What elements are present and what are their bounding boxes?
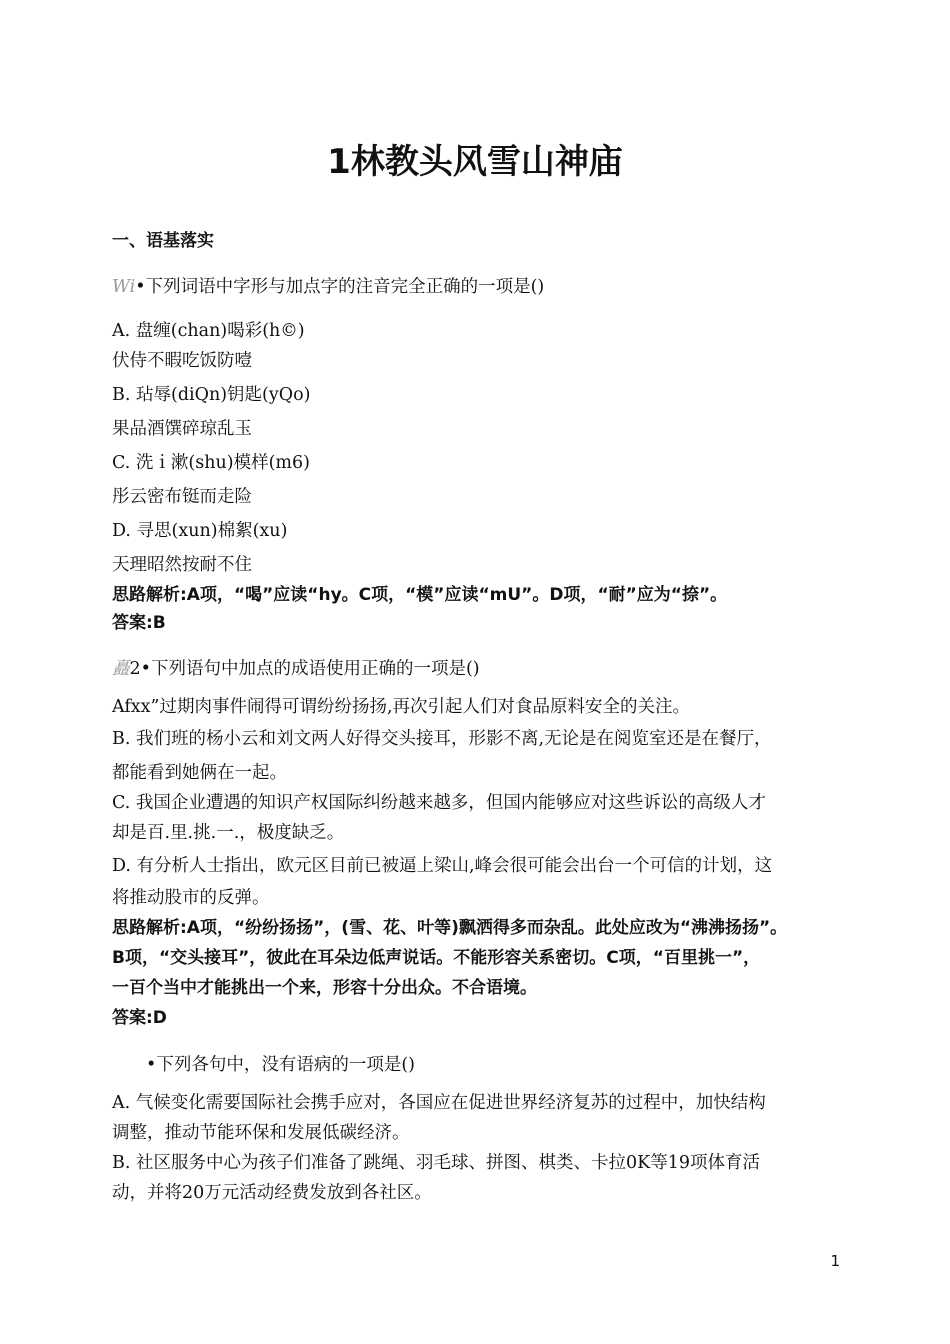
q2-option-c: C. 我国企业遭遇的知识产权国际纠纷越来越多，但国内能够应对这些诉讼的高级人才 <box>112 793 766 813</box>
q3-option-a: A. 气候变化需要国际社会携手应对，各国应在促进世界经济复苏的过程中，加快结构 <box>112 1093 766 1113</box>
q1-analysis: 思路解析:A项，“喝”应读“hy。C项，“模”应读“mU”。D项，“耐”应为“捺”。 <box>112 585 728 605</box>
question-1-marker: Wi <box>112 277 136 297</box>
q3-option-b: B. 社区服务中心为孩子们准备了跳绳、羽毛球、拼图、棋类、卡拉0K等19项体育活 <box>112 1153 760 1173</box>
section-heading: 一、语基落实 <box>112 231 214 251</box>
page-number: 1 <box>830 1252 840 1270</box>
question-1-stem <box>112 274 544 300</box>
question-2-marker: 矗 <box>112 659 130 679</box>
q2-answer: 答案:D <box>112 1008 167 1028</box>
q2-analysis-line-1: 思路解析:A项，“纷纷扬扬”，(雪、花、叶等)飘洒得多而杂乱。此处应改为“沸沸扬扬”。 <box>112 918 788 938</box>
q1-option-d: D. 寻思(xun)棉絮(xu) <box>112 521 288 541</box>
q1-option-a-words: 伏侍不暇吃饭防噎 <box>112 351 252 371</box>
q1-option-a: A. 盘缠(chan)喝彩(h©) <box>112 321 305 341</box>
q1-option-d-words: 天理昭然按耐不住 <box>112 555 252 575</box>
question-3-stem: •下列各句中，没有语病的一项是() <box>146 1055 415 1075</box>
q3-option-b-cont: 动，并将20万元活动经费发放到各社区。 <box>112 1183 432 1203</box>
q1-answer: 答案:B <box>112 613 166 633</box>
q2-option-d: D. 有分析人士指出，欧元区目前已被逼上梁山,峰会很可能会出台一个可信的计划，这 <box>112 856 773 876</box>
q1-option-b: B. 玷辱(diQn)钥匙(yQo) <box>112 385 311 405</box>
q1-option-c: C. 洗ｉ漱(shu)模样(m6) <box>112 453 310 473</box>
q3-option-a-cont: 调整，推动节能环保和发展低碳经济。 <box>112 1123 410 1143</box>
q1-option-c-words: 彤云密布铤而走险 <box>112 487 252 507</box>
q2-analysis-line-2: B项，“交头接耳”，彼此在耳朵边低声说话。不能形容关系密切。C项，“百里挑一”， <box>112 948 761 968</box>
page-title: 1林教头风雪山神庙 <box>327 142 623 182</box>
q2-option-c-cont: 却是百.里.挑.一.，极度缺乏。 <box>112 823 345 843</box>
question-1-stem-text: •下列词语中字形与加点字的注音完全正确的一项是() <box>135 277 545 297</box>
q2-option-a: Afxx”过期肉事件闹得可谓纷纷扬扬,再次引起人们对食品原料安全的关注。 <box>112 697 691 717</box>
q2-option-b-cont: 都能看到她俩在一起。 <box>112 763 287 783</box>
q2-option-b: B. 我们班的杨小云和刘文两人好得交头接耳，形影不离,无论是在阅览室还是在餐厅， <box>112 729 772 749</box>
question-2-stem-text: 2•下列语句中加点的成语使用正确的一项是() <box>129 659 480 679</box>
q2-option-d-cont: 将推动股市的反弹。 <box>112 888 270 908</box>
q2-analysis-line-3: 一百个当中才能挑出一个来，形容十分出众。不合语境。 <box>112 978 537 998</box>
question-2-stem <box>112 656 480 682</box>
q1-option-b-words: 果品酒馔碎琼乱玉 <box>112 419 252 439</box>
